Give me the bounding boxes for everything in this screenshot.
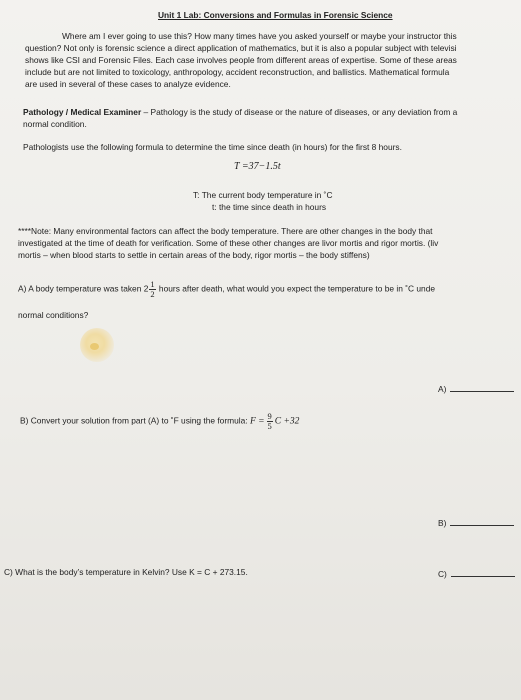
variable-T-definition: T: The current body temperature in ˚C bbox=[193, 190, 333, 200]
pathology-heading: Pathology / Medical Examiner bbox=[23, 107, 142, 117]
question-a-text-cont: hours after death, what would you expect the temperature to be in ˚C unde bbox=[156, 283, 436, 294]
question-a-text: A) A body temperature was taken 2 bbox=[18, 283, 149, 294]
pathology-text-2: normal condition. bbox=[23, 119, 87, 129]
fraction-denominator: 2 bbox=[150, 289, 155, 299]
answer-b[interactable] bbox=[438, 516, 514, 529]
question-a bbox=[18, 280, 435, 299]
note-line: investigated at the time of death for verification. Some of these other changes are livor mortis and rigor mortis. (liv bbox=[18, 238, 439, 248]
page-title: Unit 1 Lab: Conversions and Formulas in Forensic Science bbox=[158, 10, 393, 20]
fraction-denominator: 5 bbox=[267, 421, 272, 431]
note-line: mortis – when blood starts to settle in certain areas of the body, rigor mortis – the body stiffens) bbox=[18, 250, 370, 260]
intro-line: include but are not limited to toxicology, anthropology, accident reconstruction, and ballistics. Mathematical formula bbox=[25, 67, 450, 77]
answer-b-blank[interactable] bbox=[450, 516, 514, 526]
answer-c-label: C) bbox=[438, 569, 447, 579]
formula-f-rhs: C +32 bbox=[274, 416, 300, 427]
pathology-text: – Pathology is the study of disease or the nature of diseases, or any deviation from a bbox=[141, 107, 458, 117]
fraction-one-half bbox=[149, 280, 155, 299]
intro-line: question? Not only is forensic science a direct application of mathematics, but it is also a popular subject with televisi bbox=[25, 43, 457, 53]
answer-c[interactable] bbox=[438, 567, 515, 580]
fraction-numerator: 1 bbox=[150, 279, 155, 289]
fraction-nine-fifths bbox=[267, 412, 273, 431]
answer-a[interactable] bbox=[438, 382, 514, 395]
intro-line: Where am I ever going to use this? How many times have you asked yourself or maybe your instructor this bbox=[62, 31, 457, 41]
variable-t-definition: t: the time since death in hours bbox=[212, 202, 327, 212]
note-line: ****Note: Many environmental factors can affect the body temperature. There are other changes in the body that bbox=[18, 226, 433, 236]
answer-c-blank[interactable] bbox=[451, 567, 515, 577]
fraction-numerator: 9 bbox=[267, 411, 272, 421]
answer-a-blank[interactable] bbox=[450, 382, 514, 392]
question-b bbox=[20, 412, 299, 431]
answer-b-label: B) bbox=[438, 518, 447, 528]
stain-dot bbox=[90, 343, 99, 350]
question-a-line2: normal conditions? bbox=[18, 310, 89, 320]
pathology-line bbox=[23, 107, 457, 118]
formula-intro: Pathologists use the following formula to determine the time since death (in hours) for the first 8 hours. bbox=[23, 142, 402, 152]
intro-line: are used in several of these cases to analyze evidence. bbox=[25, 79, 231, 89]
question-b-text: B) Convert your solution from part (A) to ˚F using the formula: bbox=[20, 415, 250, 426]
answer-a-label: A) bbox=[438, 384, 447, 394]
question-c: C) What is the body’s temperature in Kelvin? Use K = C + 273.15. bbox=[4, 567, 248, 577]
formula-f-lhs: F = bbox=[249, 416, 265, 427]
time-of-death-formula: T =37−1.5t bbox=[234, 161, 281, 172]
intro-line: shows like CSI and Forensic Files. Each case involves people from different areas of expertise. Some of these areas bbox=[25, 55, 457, 65]
